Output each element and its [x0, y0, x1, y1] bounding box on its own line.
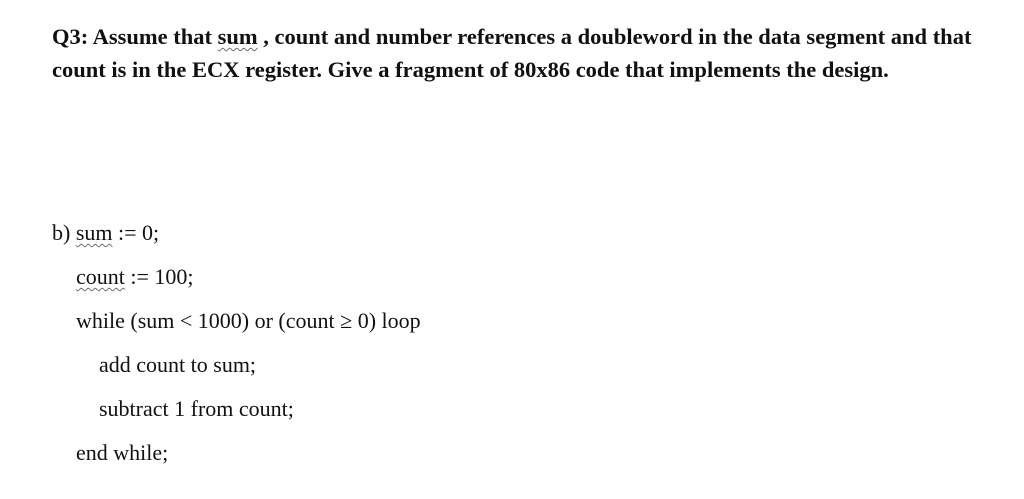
sum-assign: := 0; [112, 220, 160, 245]
sum-var: sum [75, 220, 113, 245]
design-line-sum-init [52, 220, 159, 246]
design-line-add: add count to sum; [99, 352, 257, 377]
design-line-end-while: end while; [76, 440, 169, 465]
count-assign: := 100; [124, 264, 194, 289]
part-label: b) [52, 220, 76, 245]
question-sum-word: sum [217, 24, 258, 49]
design-line-while: while (sum < 1000) or (count ≥ 0) loop [76, 308, 421, 333]
question-prefix: Q3: Assume that [52, 24, 218, 49]
count-var: count [76, 264, 125, 289]
design-line-subtract: subtract 1 from count; [99, 396, 294, 421]
design-line-count-init [76, 264, 194, 290]
question-text [52, 20, 1002, 86]
question-rest: , count and number references a doubleword in the data segment and that count is in the ECX register. Give a fragment of 80x86 code that implements the design. [52, 24, 972, 82]
